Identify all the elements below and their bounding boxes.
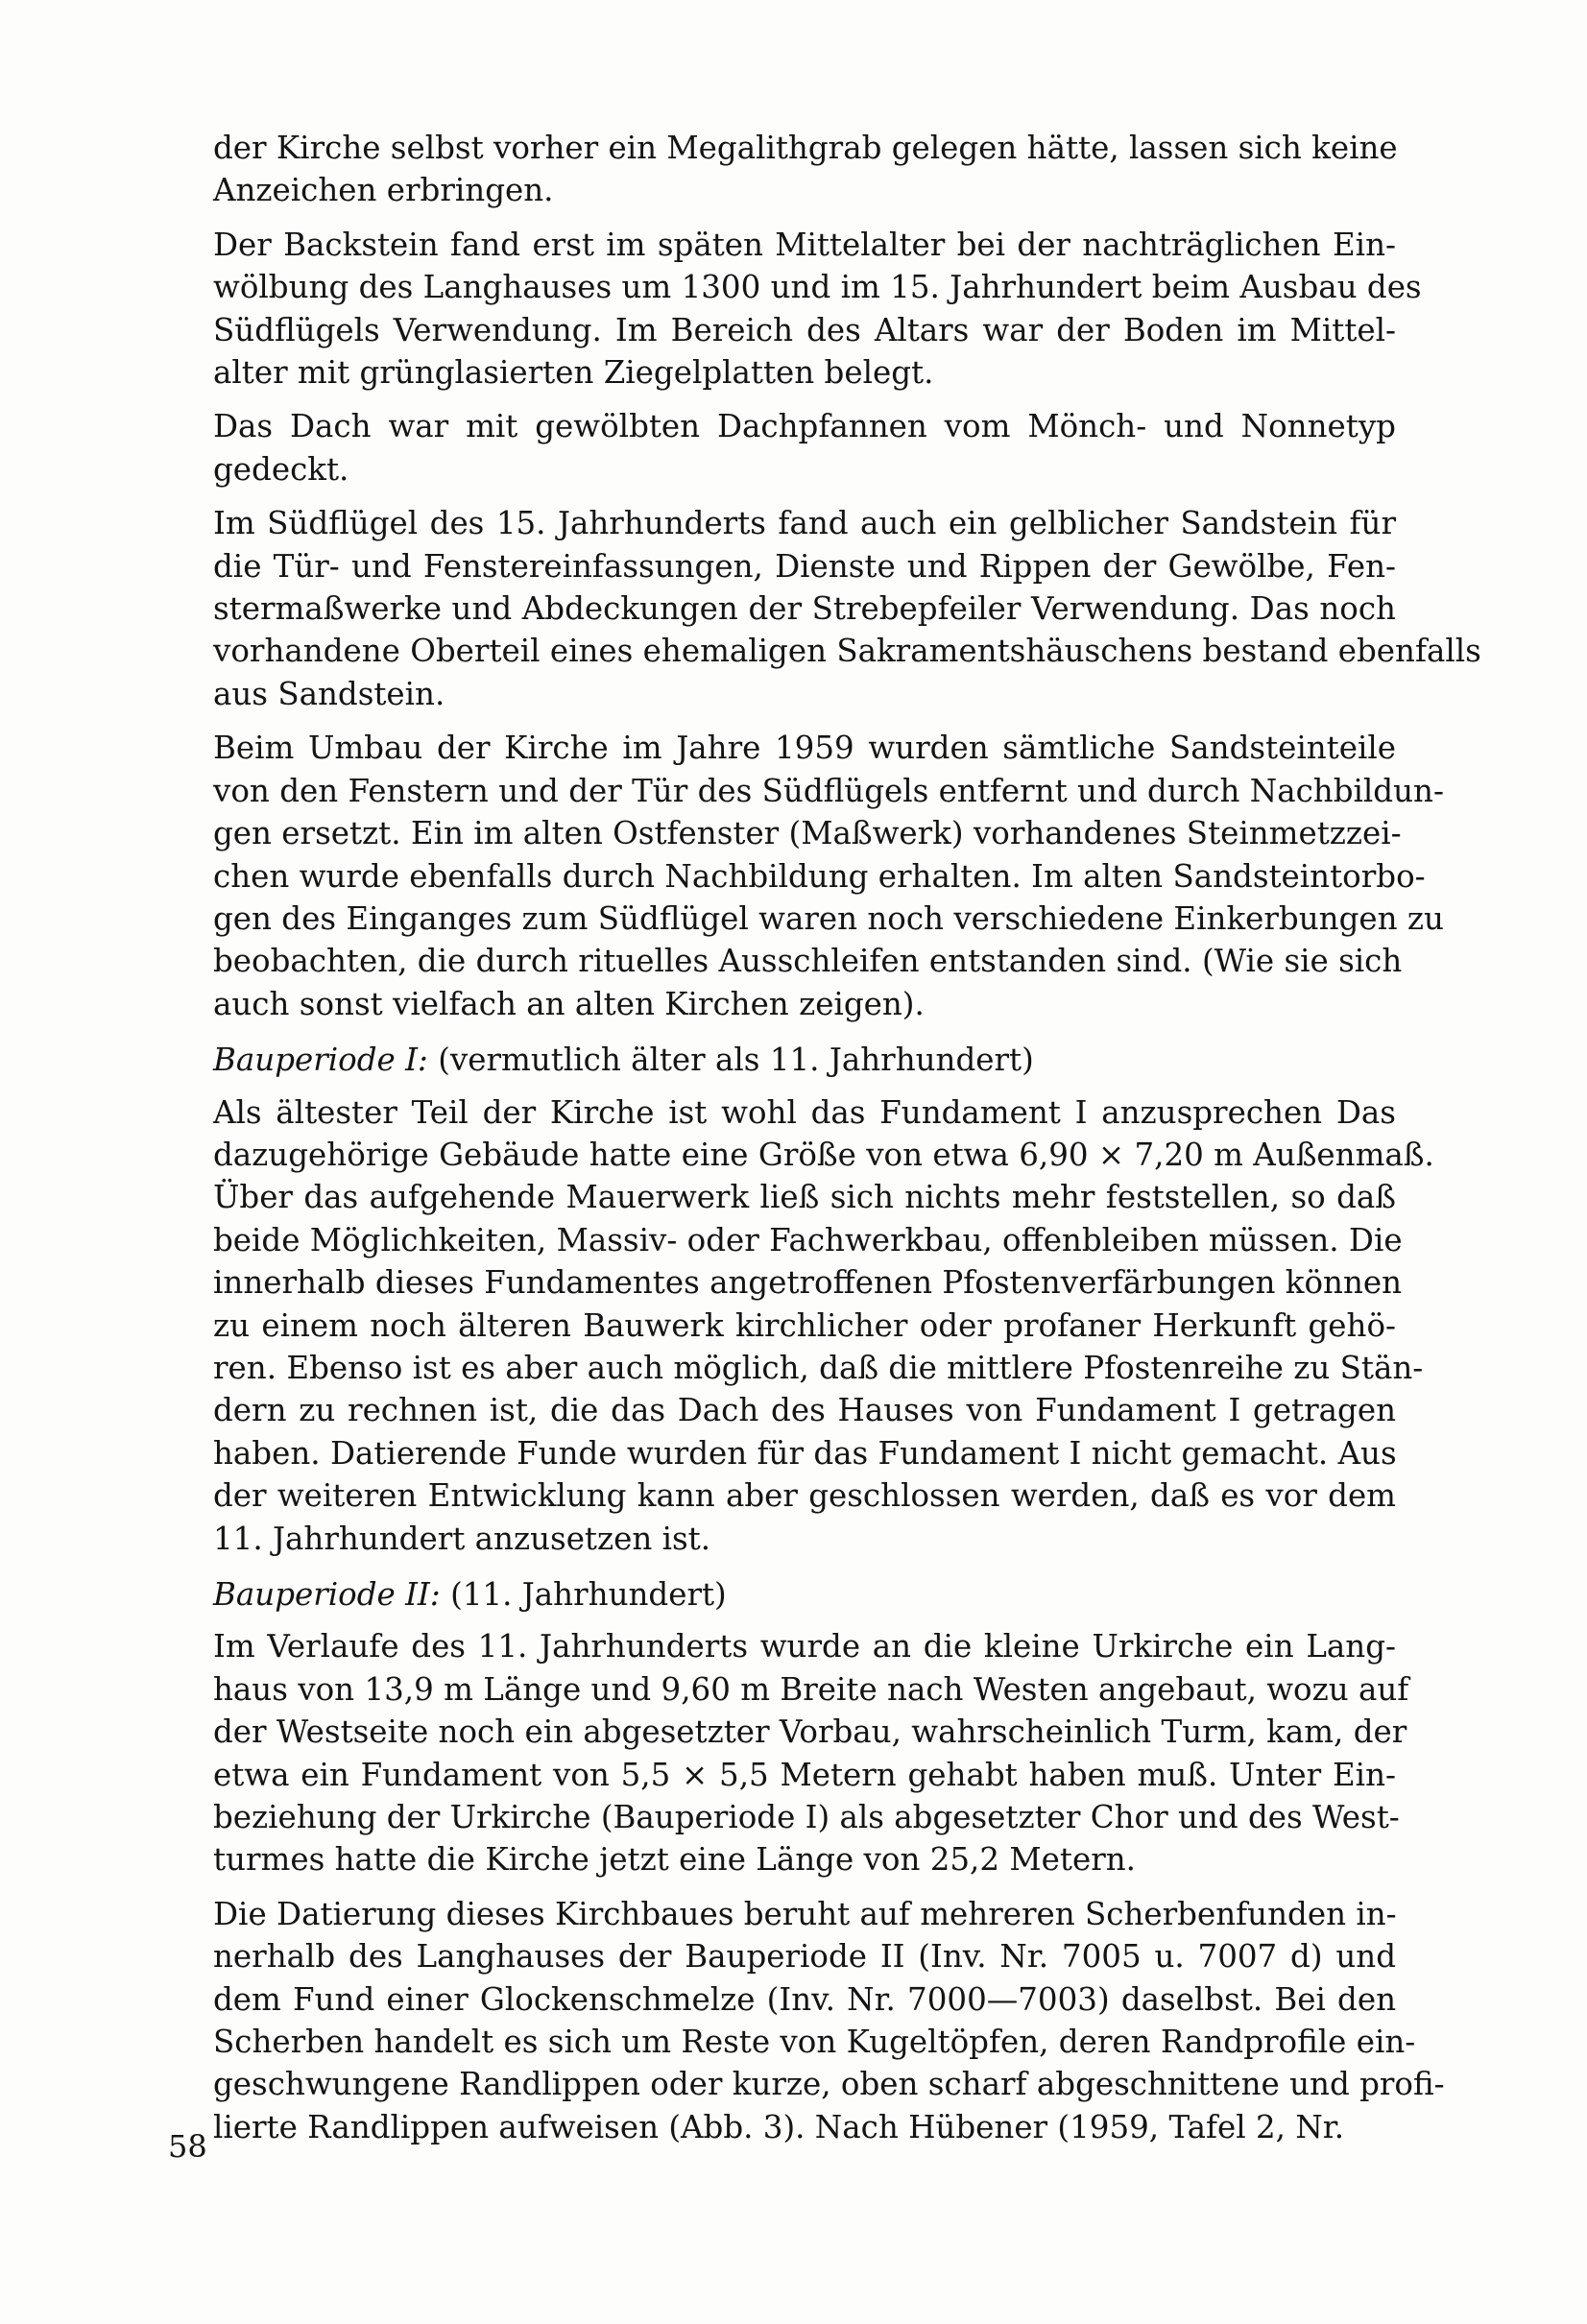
text-line: Über das aufgehende Mauerwerk ließ sich nichts mehr feststellen, so daß xyxy=(213,1179,1396,1216)
section-heading-bauperiode-2 xyxy=(213,1573,1396,1616)
paragraph xyxy=(213,127,1396,212)
section-heading-rest: (vermutlich älter als 11. Jahrhundert) xyxy=(427,1042,1034,1079)
text-line: dem Fund einer Glockenschmelze (Inv. Nr. 7000—7003) daselbst. Bei den xyxy=(213,1980,1396,2018)
text-line: stermaßwerke und Abdeckungen der Strebepfeiler Verwendung. Das noch xyxy=(213,590,1396,628)
text-line: wölbung des Langhauses um 1300 und im 15. Jahrhundert beim Ausbau des xyxy=(213,269,1422,306)
text-line: aus Sandstein. xyxy=(213,675,445,712)
text-line: zu einem noch älteren Bauwerk kirchlicher oder profaner Herkunft gehö- xyxy=(213,1306,1396,1344)
text-line: haus von 13,9 m Länge und 9,60 m Breite nach Westen angebaut, wozu auf xyxy=(213,1670,1409,1708)
text-line: Anzeichen erbringen. xyxy=(213,172,554,209)
text-line: Im Verlaufe des 11. Jahrhunderts wurde an die kleine Urkirche ein Lang- xyxy=(213,1628,1396,1665)
paragraph xyxy=(213,1091,1434,1560)
text-line: gen des Einganges zum Südflügel waren noch verschiedene Einkerbungen zu xyxy=(213,899,1444,937)
text-line: nerhalb des Langhauses der Bauperiode II (Inv. Nr. 7005 u. 7007 d) und xyxy=(213,1938,1396,1976)
text-line: Beim Umbau der Kirche im Jahre 1959 wurden sämtliche Sandsteinteile xyxy=(213,730,1396,767)
paragraph xyxy=(213,405,1396,491)
text-line: vorhandene Oberteil eines ehemaligen Sakramentshäuschens bestand ebenfalls xyxy=(213,633,1481,670)
paragraph xyxy=(213,502,1481,715)
text-line: chen wurde ebenfalls durch Nachbildung erhalten. Im alten Sandsteintorbo- xyxy=(213,857,1426,895)
text-line: Im Südflügel des 15. Jahrhunderts fand auch ein gelblicher Sandstein für xyxy=(213,505,1396,542)
text-line: gedeckt. xyxy=(213,450,349,488)
text-line: Der Backstein fand erst im späten Mittelalter bei der nachträglichen Ein- xyxy=(213,226,1396,263)
text-line: etwa ein Fundament von 5,5 × 5,5 Metern gehabt haben muß. Unter Ein- xyxy=(213,1756,1396,1793)
text-line: Als ältester Teil der Kirche ist wohl das Fundament I anzusprechen Das xyxy=(213,1093,1396,1131)
section-heading-bauperiode-1 xyxy=(213,1039,1396,1081)
text-line: alter mit grünglasierten Ziegelplatten belegt. xyxy=(213,354,934,392)
text-line: turmes hatte die Kirche jetzt eine Länge von 25,2 Metern. xyxy=(213,1841,1137,1879)
text-line: Das Dach war mit gewölbten Dachpfannen vom Mönch- und Nonnetyp xyxy=(213,408,1396,445)
text-line: der Kirche selbst vorher ein Megalithgrab gelegen hätte, lassen sich keine xyxy=(213,130,1398,166)
paragraph xyxy=(213,727,1444,1025)
section-heading-italic: Bauperiode I: xyxy=(213,1042,428,1079)
section-heading-italic: Bauperiode II: xyxy=(213,1576,441,1613)
text-line: dern zu rechnen ist, die das Dach des Hauses von Fundament I getragen xyxy=(213,1392,1396,1429)
text-line: beobachten, die durch rituelles Ausschleifen entstanden sind. (Wie sie sich xyxy=(213,943,1403,980)
text-line: gen ersetzt. Ein im alten Ostfenster (Maßwerk) vorhandenes Steinmetzzei- xyxy=(213,815,1402,852)
text-line: dazugehörige Gebäude hatte eine Größe von etwa 6,90 × 7,20 m Außenmaß. xyxy=(213,1136,1434,1173)
text-line: geschwungene Randlippen oder kurze, oben scharf abgeschnittene und profi- xyxy=(213,2066,1445,2103)
text-line: Südflügels Verwendung. Im Bereich des Altars war der Boden im Mittel- xyxy=(213,311,1396,348)
text-line: ren. Ebenso ist es aber auch möglich, daß die mittlere Pfostenreihe zu Stän- xyxy=(213,1349,1424,1386)
paragraph xyxy=(213,224,1422,395)
text-line: der weiteren Entwicklung kann aber geschlossen werden, daß es vor dem xyxy=(213,1477,1396,1515)
body-text xyxy=(213,127,1481,2160)
paragraph xyxy=(213,1893,1445,2148)
page-number: 58 xyxy=(168,2128,207,2165)
text-line: 11. Jahrhundert anzusetzen ist. xyxy=(213,1520,711,1557)
text-line: auch sonst vielfach an alten Kirchen zeigen). xyxy=(213,985,925,1022)
text-line: die Tür- und Fenstereinfassungen, Dienste und Rippen der Gewölbe, Fen- xyxy=(213,547,1396,585)
text-line: innerhalb dieses Fundamentes angetroffenen Pfostenverfärbungen können xyxy=(213,1264,1403,1302)
text-line: beide Möglichkeiten, Massiv- oder Fachwerkbau, offenbleiben müssen. Die xyxy=(213,1221,1403,1258)
section-heading-rest: (11. Jahrhundert) xyxy=(440,1576,727,1613)
text-line: beziehung der Urkirche (Bauperiode I) als abgesetzter Chor und des West- xyxy=(213,1799,1400,1836)
text-line: haben. Datierende Funde wurden für das Fundament I nicht gemacht. Aus xyxy=(213,1434,1397,1472)
text-line: lierte Randlippen aufweisen (Abb. 3). Nach Hübener (1959, Tafel 2, Nr. xyxy=(213,2108,1345,2145)
text-line: der Westseite noch ein abgesetzter Vorbau, wahrscheinlich Turm, kam, der xyxy=(213,1713,1407,1751)
paragraph xyxy=(213,1625,1409,1881)
text-line: Scherben handelt es sich um Reste von Kugeltöpfen, deren Randprofile ein- xyxy=(213,2024,1416,2061)
text-line: Die Datierung dieses Kirchbaues beruht auf mehreren Scherbenfunden in- xyxy=(213,1895,1397,1932)
text-line: von den Fenstern und der Tür des Südflügels entfernt und durch Nachbildun- xyxy=(213,772,1444,809)
